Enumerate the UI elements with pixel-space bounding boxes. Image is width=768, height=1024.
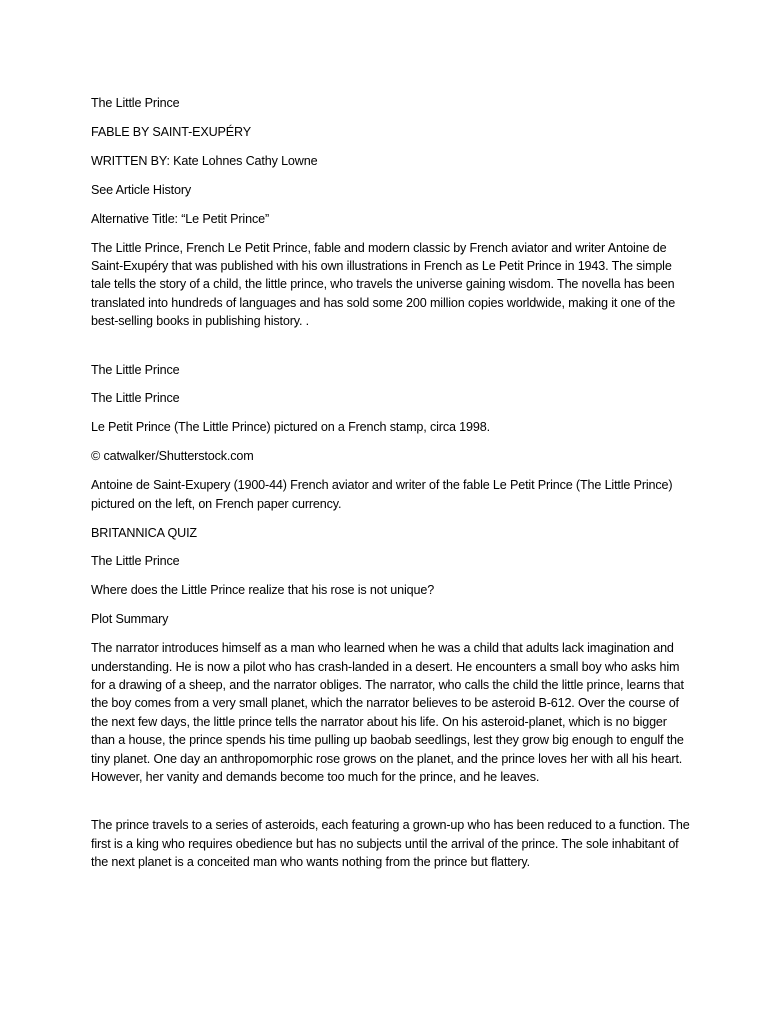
plot-summary-heading: Plot Summary (91, 612, 169, 627)
image-caption-title-1: The Little Prince (91, 362, 180, 377)
article-history-link: See Article History (91, 182, 192, 197)
image-caption-title-2: The Little Prince (91, 391, 180, 406)
image-credit: © catwalker/Shutterstock.com (91, 449, 254, 464)
plot-paragraph-2: The prince travels to a series of asteroids, each featuring a grown-up who has been reduced to a function. The first is a king who requires obedience but has no subjects until the arrival of the prince. The sole inhabitant of the next planet is a conceited man who wants nothing from the prince but flattery. (91, 818, 690, 870)
currency-caption: Antoine de Saint-Exupery (1900-44) French aviator and writer of the fable Le Petit Prince (The Little Prince) pictured on the left, on French paper currency. (91, 478, 673, 511)
intro-paragraph: The Little Prince, French Le Petit Prince, fable and modern classic by French aviator and writer Antoine de Saint-Exupéry that was published with his own illustrations in French as Le Petit Prince in 1943. The simple tale tells the story of a child, the little prince, who travels the universe gaining wisdom. The novella has been translated into hundreds of languages and has sold some 200 million copies worldwide, making it one of the best-selling books in publishing history. . (91, 240, 676, 329)
quiz-title: The Little Prince (91, 554, 180, 569)
alternative-title: Alternative Title: “Le Petit Prince” (91, 211, 269, 226)
quiz-question: Where does the Little Prince realize that his rose is not unique? (91, 583, 435, 598)
article-subtitle: FABLE BY SAINT-EXUPÉRY (91, 124, 252, 139)
article-body (91, 94, 691, 882)
plot-paragraph-1: The narrator introduces himself as a man who learned when he was a child that adults lack imagination and understanding. He is now a pilot who has crash-landed in a desert. He encounters a small boy who asks him for a drawing of a sheep, and the narrator obliges. The narrator, who calls the child the little prince, learns that the boy comes from a very small planet, which the narrator believes to be asteroid B-612. Over the course of the next few days, the little prince tells the narrator about his life. On his asteroid-planet, which is no bigger than a house, the prince spends his time pulling up baobab seedlings, lest they grow big enough to engulf the tiny planet. One day an anthropomorphic rose grows on the planet, and the prince loves her with all his heart. However, her vanity and demands become too much for the prince, and he leaves. (91, 641, 684, 784)
article-title: The Little Prince (91, 96, 180, 110)
stamp-caption: Le Petit Prince (The Little Prince) pictured on a French stamp, circa 1998. (91, 420, 490, 435)
quiz-label: BRITANNICA QUIZ (91, 525, 197, 540)
author-line: WRITTEN BY: Kate Lohnes Cathy Lowne (91, 153, 318, 168)
